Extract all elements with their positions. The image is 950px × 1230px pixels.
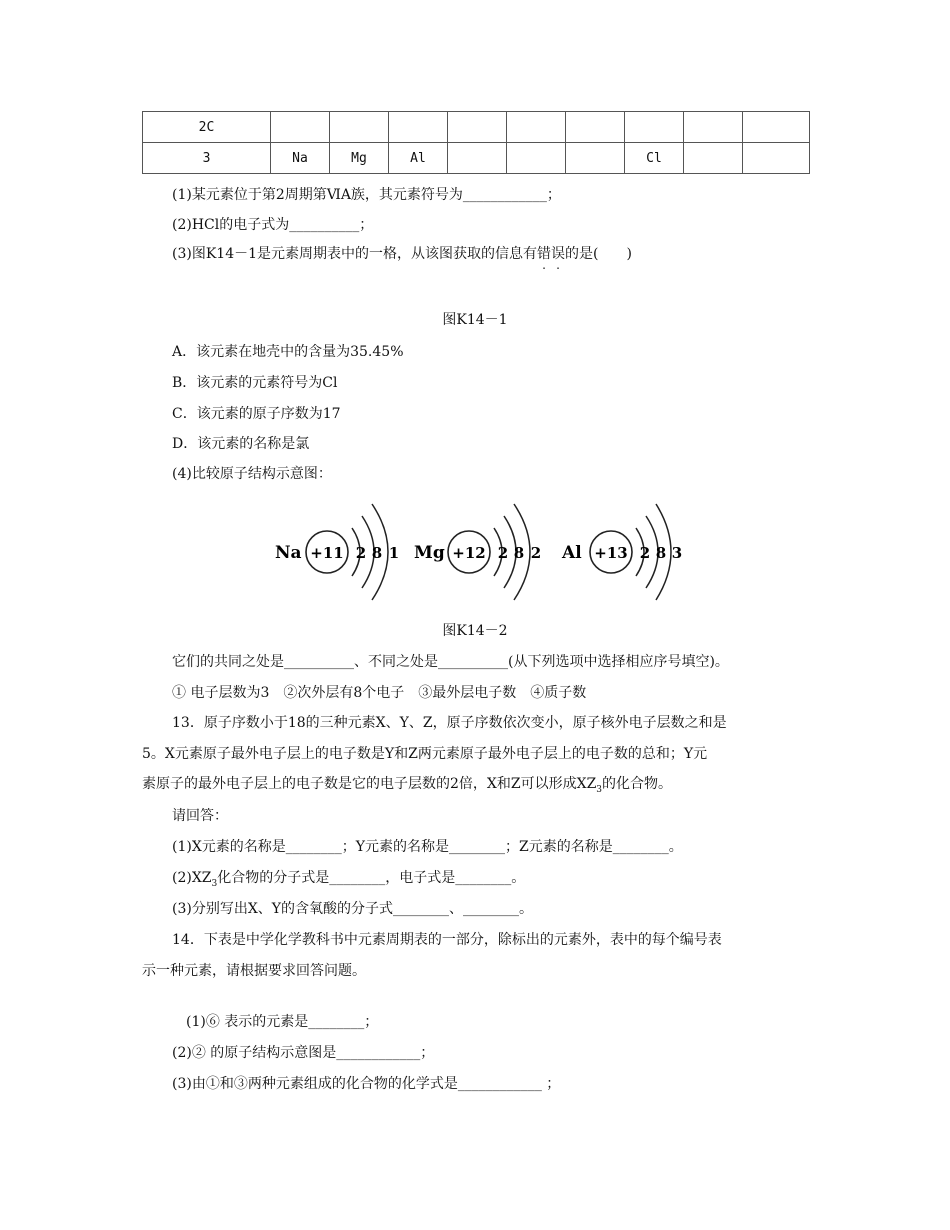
shell-electrons: 3	[671, 544, 683, 562]
q12-part1: (1)某元素位于第2周期第ⅥA族，其元素符号为____________；	[172, 187, 561, 203]
q13-part2-suffix: 化合物的分子式是________，电子式是________。	[217, 870, 526, 886]
shell-electrons: 2	[530, 544, 542, 562]
table-cell	[448, 112, 507, 143]
atomic-structure-diagram	[270, 488, 690, 616]
q14-part1: (1)⑥ 表示的元素是________；	[186, 1014, 379, 1030]
table-cell	[566, 112, 625, 143]
q13-line2: 5。X元素原子最外电子层上的电子数是Y和Z两元素原子最外电子层上的电子数的总和；Y元	[142, 746, 708, 762]
shell-electrons: 1	[388, 544, 400, 562]
q13-part2-prefix: (2)XZ	[172, 870, 212, 886]
q12-part4: (4)比较原子结构示意图：	[172, 466, 332, 482]
q14-line1: 14．下表是中学化学教科书中元素周期表的一部分，除标出的元素外，表中的每个编号表	[172, 932, 722, 948]
q13-line3-suffix: 的化合物。	[602, 776, 673, 792]
row-label: 3	[143, 143, 271, 174]
table-cell	[743, 143, 810, 174]
table-cell	[684, 143, 743, 174]
table-row	[143, 143, 810, 174]
table-cell: Na	[271, 143, 330, 174]
shell-electrons: 8	[655, 544, 667, 562]
table-cell	[389, 112, 448, 143]
table-cell	[743, 112, 810, 143]
option-c: C．该元素的原子序数为17	[172, 406, 341, 422]
nucleus-charge: +13	[594, 544, 628, 562]
q14-part2: (2)② 的原子结构示意图是____________；	[172, 1045, 435, 1061]
periodic-table-fragment	[142, 111, 810, 174]
table-cell: Al	[389, 143, 448, 174]
q13-part2	[172, 867, 525, 889]
q13-line1: 13．原子序数小于18的三种元素X、Y、Z，原子序数依次变小，原子核外电子层数之和是	[172, 715, 727, 731]
option-b: B．该元素的元素符号为Cl	[172, 375, 338, 391]
q13-part3: (3)分别写出X、Y的含氧酸的分子式________、________。	[172, 901, 534, 917]
q13-line3	[142, 773, 672, 795]
table-cell	[507, 112, 566, 143]
element-symbol: Mg	[414, 543, 445, 563]
table-cell	[684, 112, 743, 143]
figure-caption-k14-1: 图K14－1	[442, 312, 508, 328]
atom-al	[561, 504, 682, 600]
option-a: A．该元素在地壳中的含量为35.45%	[172, 344, 404, 360]
q12-part3-suffix: 的是( )	[565, 246, 632, 262]
q12-part5: 它们的共同之处是__________、不同之处是__________(从下列选项中选择相应序号填空)。	[172, 654, 729, 670]
table-cell	[566, 143, 625, 174]
shell-electrons: 2	[639, 544, 651, 562]
table-cell: Cl	[625, 143, 684, 174]
emphasis-char: 误	[551, 246, 566, 262]
q13-line3-prefix: 素原子的最外电子层上的电子数是它的电子层数的2倍，X和Z可以形成XZ	[142, 776, 597, 792]
table-row	[143, 112, 810, 143]
q12-choices: ① 电子层数为3 ②次外层有8个电子 ③最外层电子数 ④质子数	[172, 685, 587, 701]
table-cell: Mg	[330, 143, 389, 174]
nucleus-charge: +11	[310, 544, 344, 562]
atom-na	[275, 504, 399, 600]
figure-caption-k14-2: 图K14－2	[442, 623, 508, 639]
subscript: 3	[596, 784, 603, 795]
element-symbol: Na	[275, 543, 302, 563]
atom-mg	[414, 504, 541, 600]
subscript: 3	[211, 878, 218, 889]
shell-electrons: 8	[513, 544, 525, 562]
element-symbol: Al	[562, 543, 582, 563]
nucleus-charge: +12	[452, 544, 486, 562]
option-d: D．该元素的名称是氯	[172, 436, 310, 452]
row-label: 2C	[143, 112, 271, 143]
q14-part3: (3)由①和③两种元素组成的化合物的化学式是____________ ；	[172, 1076, 561, 1092]
q13-part1: (1)X元素的名称是________；Y元素的名称是________；Z元素的名称是________。	[172, 839, 683, 855]
q12-part2: (2)HCl的电子式为__________；	[172, 217, 374, 233]
shell-electrons: 2	[355, 544, 367, 562]
q12-part3-prefix: (3)图K14－1是元素周期表中的一格，从该图获取的信息有	[172, 246, 538, 262]
shell-electrons: 2	[497, 544, 509, 562]
q12-part3	[172, 243, 632, 263]
q14-line2: 示一种元素，请根据要求回答问题。	[142, 963, 366, 979]
emphasis-char: 错	[537, 246, 552, 262]
table-cell	[330, 112, 389, 143]
table-cell	[625, 112, 684, 143]
table-cell	[448, 143, 507, 174]
table-cell	[507, 143, 566, 174]
table-cell	[271, 112, 330, 143]
shell-electrons: 8	[371, 544, 383, 562]
q13-prompt: 请回答：	[172, 808, 228, 824]
